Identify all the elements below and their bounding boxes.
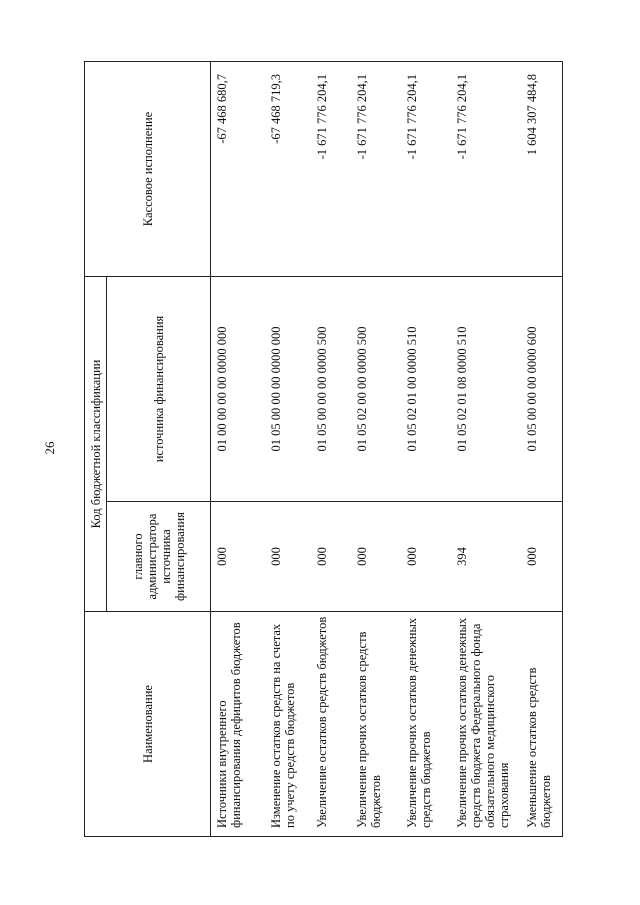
table-row: [521, 62, 563, 837]
row-name: Увеличение остатков средств бюджетов: [311, 612, 351, 837]
budget-sources-table: [84, 61, 563, 837]
row-code: 01 05 00 00 00 0000 500: [311, 277, 351, 502]
row-name: Уменьшение остатков средств бюджетов: [521, 612, 563, 837]
row-name: Увеличение прочих остатков денежных средств бюджета Федерального фонда обязательного медицинского страхования: [451, 612, 521, 837]
table-row: [311, 62, 351, 837]
row-admin: 394: [451, 502, 521, 612]
row-name: Увеличение прочих остатков средств бюджетов: [351, 612, 401, 837]
header-code-group: Код бюджетной классификации: [85, 277, 107, 612]
row-amount: -1 671 776 204,1: [401, 62, 451, 277]
row-name: Изменение остатков средств на счетах по учету средств бюджетов: [265, 612, 311, 837]
table-row: [451, 62, 521, 837]
row-amount: -67 468 680,7: [211, 62, 265, 277]
row-admin: 000: [311, 502, 351, 612]
row-admin: 000: [351, 502, 401, 612]
row-amount: -67 468 719,3: [265, 62, 311, 277]
rotated-table-page: [84, 74, 640, 837]
row-amount: -1 671 776 204,1: [311, 62, 351, 277]
row-amount: -1 671 776 204,1: [451, 62, 521, 277]
row-name: Увеличение прочих остатков денежных средств бюджетов: [401, 612, 451, 837]
row-code: 01 05 00 00 00 0000 600: [521, 277, 563, 502]
row-code: 01 00 00 00 00 0000 000: [211, 277, 265, 502]
table-row: [265, 62, 311, 837]
row-amount: -1 671 776 204,1: [351, 62, 401, 277]
page-number: 26: [42, 441, 57, 455]
row-code: 01 05 00 00 00 0000 000: [265, 277, 311, 502]
row-amount: 1 604 307 484,8: [521, 62, 563, 277]
row-code: 01 05 02 00 00 0000 500: [351, 277, 401, 502]
header-name: Наименование: [85, 612, 211, 837]
table-row: [401, 62, 451, 837]
row-admin: 000: [265, 502, 311, 612]
row-admin: 000: [521, 502, 563, 612]
table-row: [351, 62, 401, 837]
row-code: 01 05 02 01 00 0000 510: [401, 277, 451, 502]
header-source: источника финансирования: [107, 277, 211, 502]
row-name: Источники внутреннего финансирования дефицитов бюджетов: [211, 612, 265, 837]
header-execution: Кассовое исполнение: [85, 62, 211, 277]
row-code: 01 05 02 01 08 0000 510: [451, 277, 521, 502]
row-admin: 000: [211, 502, 265, 612]
header-admin: главного администратора источника финансирования: [107, 502, 211, 612]
row-admin: 000: [401, 502, 451, 612]
table-row: [211, 62, 265, 837]
